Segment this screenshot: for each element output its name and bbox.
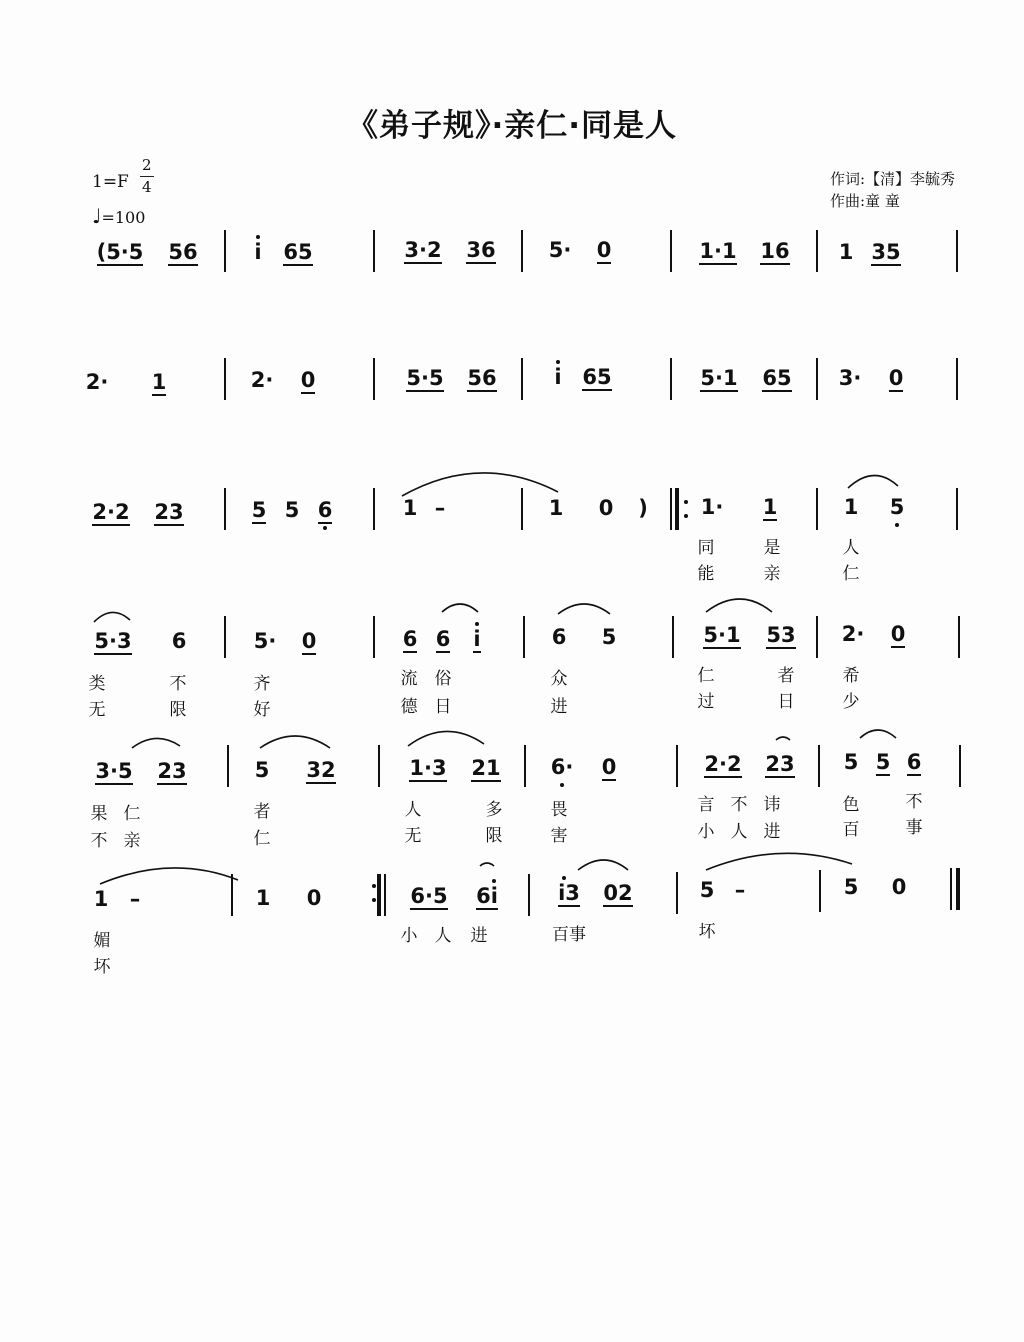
note-group: 5 [601,625,617,649]
lyric-syllable: 色 [842,795,860,815]
final-bar-thin [950,868,952,910]
slur [100,868,238,884]
bar-line [224,230,226,272]
lyric-syllable: 进 [763,822,781,842]
lyric-syllable: 人 [730,822,748,842]
underline-beam [889,390,904,392]
underline-beam [92,524,129,526]
underline-beam [603,905,632,907]
bar-line [521,230,523,272]
lyric-syllable: 德 [400,697,418,717]
lyric-syllable: 害 [550,826,568,846]
underline-beam [597,262,612,264]
lyric-syllable: 不 [730,795,748,815]
note-group: 23 [157,759,187,783]
lyric-syllable: 仁 [697,666,715,686]
underline-beam [318,522,333,524]
note-group: 5 [251,498,267,522]
bar-line [956,230,958,272]
octave-dot-below [323,526,327,530]
note-group: 1·3 [409,756,447,780]
underline-beam [306,782,335,784]
underline-beam [602,779,617,781]
underline-beam [766,647,795,649]
lyric-syllable: 亲 [763,564,781,584]
note-group: 21 [471,756,501,780]
lyric-syllable: 小 [400,926,418,946]
note-group: 6i [476,884,498,908]
slur [776,737,790,740]
underline-beam [699,263,736,265]
lyric-syllable: 少 [842,692,860,712]
lyric-syllable: 多 [485,800,503,820]
note-group: 6 [906,750,922,774]
octave-dot-above [256,235,260,239]
underline-beam [876,774,891,776]
slur [132,738,180,748]
note-group: 5·1 [700,366,738,390]
repeat-dot [372,884,376,888]
bar-line [816,358,818,400]
note-group: 5 [254,758,270,782]
note-group: 1 [838,240,854,264]
score-title: 《弟子规》·亲仁·同是人 [346,108,678,144]
note-group: 2·2 [704,752,742,776]
lyric-syllable: 事 [905,818,923,838]
lyric-syllable: 日 [434,697,452,717]
underline-beam [154,524,183,526]
note-group: 2· [250,368,274,392]
bar-line [224,616,226,658]
note-group: – [734,878,746,902]
underline-beam [700,390,737,392]
lyric-syllable: 百事 [552,925,586,945]
time-signature-line [140,176,154,177]
note-group: – [129,887,141,911]
slur [442,604,478,612]
underline-beam [473,651,480,653]
slur [402,473,558,496]
lyric-syllable: 好 [253,700,271,720]
lyric-syllable: 流 [400,669,418,689]
note-group: i [473,627,481,651]
bar-line [816,616,818,658]
bar-line [672,616,674,658]
note-group: 3·5 [95,759,133,783]
note-group: 1 [151,370,167,394]
slur [94,612,130,622]
repeat-dot [372,898,376,902]
lyric-syllable: 不 [90,831,108,851]
underline-beam [157,783,186,785]
note-group: 5 [843,750,859,774]
note-group: 6 [171,629,187,653]
note-group: 23 [154,500,184,524]
lyric-syllable: 无 [88,700,106,720]
note-group: 2·2 [92,500,130,524]
lyric-syllable: 果 [90,804,108,824]
note-group: i [554,365,562,389]
lyric-syllable: 不 [905,792,923,812]
underline-beam [301,392,316,394]
lyricist-credit: 作词:【清】李毓秀 [830,170,956,188]
note-group: 53 [766,623,796,647]
note-group: 65 [762,366,792,390]
octave-dot-above [475,622,479,626]
note-group: 1·1 [699,239,737,263]
note-group: 2· [85,370,109,394]
underline-beam [765,776,794,778]
note-group: 0 [300,368,316,392]
underline-beam [471,780,500,782]
note-group: 6 [402,627,418,651]
underline-beam [476,908,498,910]
underline-beam [763,519,778,521]
note-group: 1 [843,495,859,519]
note-group: 56 [467,366,497,390]
note-group: 3·2 [404,238,442,262]
time-signature-top: 2 [142,156,152,174]
lyric-syllable: 希 [842,666,860,686]
lyric-syllable: 众 [550,669,568,689]
lyric-syllable: 无 [404,826,422,846]
lyric-syllable: 限 [169,700,187,720]
bar-line [676,872,678,914]
bar-line [816,230,818,272]
lyric-syllable: 畏 [550,800,568,820]
note-group: 5·1 [703,623,741,647]
octave-dot-above [492,879,496,883]
note-group: 5·3 [94,629,132,653]
underline-beam [410,908,447,910]
note-group: 5·5 [406,366,444,390]
bar-line [231,874,233,916]
lyric-syllable: 进 [550,697,568,717]
lyric-syllable: 进 [470,926,488,946]
bar-line [528,874,530,916]
underline-beam [703,647,740,649]
lyric-syllable: 不 [169,674,187,694]
underline-beam [404,262,441,264]
note-group: 35 [871,240,901,264]
lyric-syllable: 人 [404,800,422,820]
note-group: ) [638,496,648,520]
slur [706,853,852,870]
lyric-syllable: 仁 [123,804,141,824]
underline-beam [762,390,791,392]
repeat-end-thick [377,874,381,916]
lyric-syllable: 仁 [253,829,271,849]
underline-beam [871,264,900,266]
note-group: 0 [888,366,904,390]
note-group: 6· [550,755,574,779]
bar-line [224,358,226,400]
bar-line [373,488,375,530]
bar-line [676,745,678,787]
lyric-syllable: 人 [434,926,452,946]
note-group: 56 [168,240,198,264]
note-group: 5· [253,629,277,653]
note-group: 0 [306,886,322,910]
octave-dot-above [556,360,560,364]
slur [860,730,896,738]
note-group: 32 [306,758,336,782]
lyric-syllable: 齐 [253,674,271,694]
bar-line [956,488,958,530]
bar-line [818,745,820,787]
lyric-syllable: 坏 [93,957,111,977]
lyric-syllable: 亲 [123,831,141,851]
bar-line [816,488,818,530]
slur [578,860,628,870]
lyric-syllable: 仁 [842,564,860,584]
lyric-syllable: 讳 [763,795,781,815]
underline-beam [467,390,496,392]
bar-line [224,488,226,530]
note-group: 5 [284,498,300,522]
lyric-syllable: 能 [697,564,715,584]
note-group: 5 [875,750,891,774]
underline-beam [582,389,611,391]
underline-beam [409,780,446,782]
note-group: 3· [838,366,862,390]
note-group: i3 [558,881,580,905]
bar-line [227,745,229,787]
slur [408,731,484,746]
repeat-start-thick [675,488,679,530]
note-group: 6 [435,627,451,651]
lyric-syllable: 小 [697,822,715,842]
note-group: 23 [765,752,795,776]
note-group: 6 [317,498,333,522]
underline-beam [760,263,789,265]
note-group: 5 [699,878,715,902]
time-signature-bottom: 4 [142,178,152,196]
lyric-syllable: 坏 [698,922,716,942]
composer-credit: 作曲:童 童 [830,192,900,210]
lyric-syllable: 人 [842,538,860,558]
lyric-syllable: 同 [697,538,715,558]
slur [848,475,898,488]
underline-beam [466,262,495,264]
slur [558,604,610,614]
lyric-syllable: 限 [485,826,503,846]
underline-beam [907,774,922,776]
underline-beam [891,646,906,648]
underline-beam [283,264,312,266]
note-group: 6·5 [410,884,448,908]
underline-beam [403,651,418,653]
note-group: (5·5 [96,240,144,264]
bar-line [373,358,375,400]
bar-line [524,745,526,787]
note-group: 65 [283,240,313,264]
bar-line [819,870,821,912]
bar-line [956,358,958,400]
bar-line [521,358,523,400]
lyric-syllable: 者 [777,666,795,686]
underline-beam [302,653,317,655]
underline-beam [152,394,167,396]
final-bar-thick [956,868,960,910]
underline-beam [95,783,132,785]
note-group: 5 [889,495,905,519]
bar-line [378,745,380,787]
underline-beam [436,651,451,653]
quarter-note-icon: ♩ [92,204,102,228]
note-group: 1· [700,495,724,519]
lyric-syllable: 日 [777,692,795,712]
tempo-value: =100 [101,208,146,227]
octave-dot-below [895,523,899,527]
lyric-syllable: 类 [88,674,106,694]
underline-beam [252,522,267,524]
underline-beam [558,905,580,907]
underline-beam [94,653,131,655]
note-group: 36 [466,238,496,262]
key-label: 1=F [92,172,129,192]
lyric-syllable: 过 [697,692,715,712]
lyric-syllable: 媚 [93,931,111,951]
repeat-start-thin [670,488,672,530]
underline-beam [406,390,443,392]
note-group: 1 [93,887,109,911]
bar-line [373,230,375,272]
repeat-dot [684,500,688,504]
bar-line [523,616,525,658]
note-group: 1 [548,496,564,520]
lyric-syllable: 是 [763,538,781,558]
note-group: 0 [596,238,612,262]
underline-beam [704,776,741,778]
lyric-syllable: 言 [697,795,715,815]
bar-line [670,358,672,400]
note-group: 0 [890,622,906,646]
tempo-marking [92,204,145,228]
octave-dot-below [560,783,564,787]
slur [260,736,330,748]
slur [706,599,772,612]
note-group: 0 [301,629,317,653]
note-group: 5 [843,875,859,899]
note-group: 5· [548,238,572,262]
note-group: 6 [551,625,567,649]
slur [480,863,494,866]
note-group: 02 [603,881,633,905]
note-group: 1 [402,496,418,520]
note-group: 0 [891,875,907,899]
note-group: 1 [762,495,778,519]
note-group: 2· [841,622,865,646]
underline-beam [97,264,144,266]
note-group: 0 [601,755,617,779]
lyric-syllable: 俗 [434,669,452,689]
note-group: 16 [760,239,790,263]
bar-line [373,616,375,658]
repeat-dot [684,514,688,518]
note-group: 0 [598,496,614,520]
note-group: 1 [255,886,271,910]
note-group: 65 [582,365,612,389]
lyric-syllable: 者 [253,802,271,822]
bar-line [958,616,960,658]
underline-beam [168,264,197,266]
lyric-syllable: 百 [842,820,860,840]
bar-line [959,745,961,787]
bar-line [670,230,672,272]
repeat-end-thin [384,874,386,916]
note-group: i [254,240,262,264]
note-group: – [434,496,446,520]
bar-line [521,488,523,530]
